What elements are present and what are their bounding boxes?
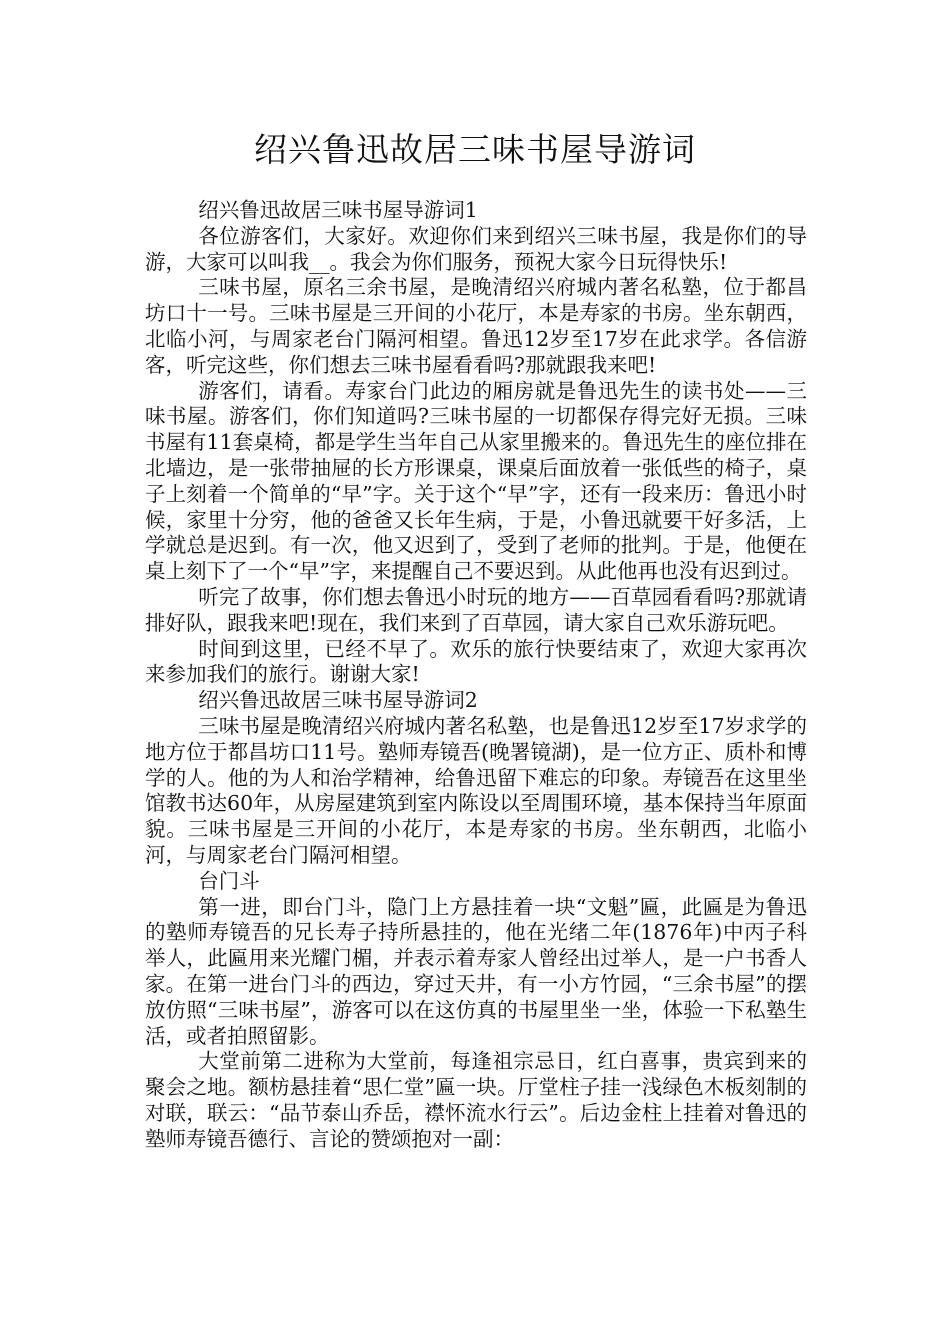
paragraph-first-hall: 第一进，即台门斗，隐门上方悬挂着一块“文魁”匾，此匾是为鲁迅的塾师寿镜吾的兄长寿子持所悬挂的，他在光绪二年(1876年)中丙子科举人，此匾用来光耀门楣，并表示着寿家人曾经出过举人，是一户书香人家。在第一进台门斗的西边，穿过天井，有一小方竹园，“三余书屋”的摆放仿照“三味书屋”，游客可以在这仿真的书屋里坐一坐，体验一下私塾生活，或者拍照留影。 [145,894,807,1048]
section-heading-1: 绍兴鲁迅故居三味书屋导游词1 [198,198,478,222]
subheading-taimendou: 台门斗 [198,868,260,893]
section-heading-2: 绍兴鲁迅故居三味书屋导游词2 [198,688,478,713]
paragraph-farewell: 时间到这里，已经不早了。欢乐的旅行快要结束了，欢迎大家再次来参加我们的旅行。谢谢大家! [145,636,807,687]
paragraph-history: 三味书屋是晚清绍兴府城内著名私塾，也是鲁迅12岁至17岁求学的地方位于都昌坊口11号。塾师寿镜吾(晚署镜湖)，是一位方正、质朴和博学的人。他的为人和治学精神，给鲁迅留下难忘的印象。寿镜吾在这里坐馆教书达60年，从房屋建筑到室内陈设以至周围环境，基本保持当年原面貌。三味书屋是三开间的小花厅，本是寿家的书房。坐东朝西，北临小河，与周家老台门隔河相望。 [145,713,807,867]
paragraph-main-hall: 大堂前第二进称为大堂前，每逢祖宗忌日，红白喜事，贵宾到来的聚会之地。额枋悬挂着“思仁堂”匾一块。厅堂柱子挂一浅绿色木板刻制的对联，联云：“品节泰山乔岳，襟怀流水行云”。后边金柱上挂着对鲁迅的塾师寿镜吾德行、言论的赞颂抱对一副： [145,1049,807,1151]
paragraph-intro: 三味书屋，原名三余书屋，是晚清绍兴府城内著名私塾，位于都昌坊口十一号。三味书屋是三开间的小花厅，本是寿家的书房。坐东朝西，北临小河，与周家老台门隔河相望。鲁迅12岁至17岁在此求学。各信游客，听完这些，你们想去三味书屋看看吗?那就跟我来吧! [145,275,807,377]
paragraph-greeting: 各位游客们，大家好。欢迎你们来到绍兴三味书屋，我是你们的导游，大家可以叫我__。我会为你们服务，预祝大家今日玩得快乐! [145,223,807,274]
paragraph-zao-story: 游客们，请看。寿家台门此边的厢房就是鲁迅先生的读书处——三味书屋。游客们，你们知道吗?三味书屋的一切都保存得完好无损。三味书屋有11套桌椅，都是学生当年自己从家里搬来的。鲁迅先生的座位排在北墙边，是一张带抽屉的长方形课桌，课桌后面放着一张低些的椅子，桌子上刻着一个简单的“早”字。关于这个“早”字，还有一段来历：鲁迅小时候，家里十分穷，他的爸爸又长年生病，于是，小鲁迅就要干好多活，上学就总是迟到。有一次，他又迟到了，受到了老师的批判。于是，他便在桌上刻下了一个“早”字，来提醒自己不要迟到。从此他再也没有迟到过。 [145,378,807,584]
paragraph-baicaoyuan: 听完了故事，你们想去鲁迅小时玩的地方——百草园看看吗?那就请排好队，跟我来吧!现在，我们来到了百草园，请大家自己欢乐游玩吧。 [145,584,807,635]
document-title: 绍兴鲁迅故居三味书屋导游词 [254,130,696,169]
document-body [145,198,807,1152]
